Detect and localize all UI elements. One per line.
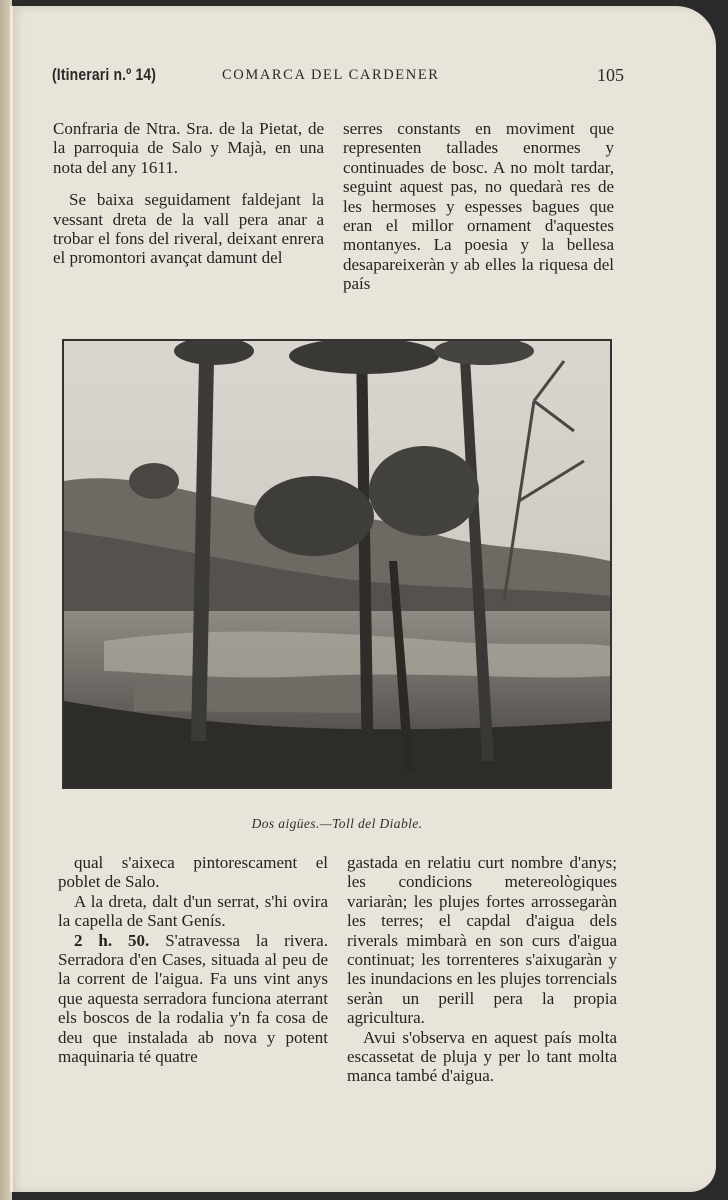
text-column-bottom-right (347, 853, 617, 1086)
distant-tree (129, 463, 179, 499)
paragraph: Se baixa seguidament faldejant la vessant dreta de la vall pera anar a trobar el fons del riveral, deixant enrera el promontori avançat damunt del (53, 190, 324, 268)
photo-caption: Dos aigües.—Toll del Diable. (251, 816, 423, 831)
page-number: 105 (597, 65, 624, 85)
text-column-bottom-left (58, 853, 328, 1066)
paragraph: Avui s'observa en aquest país molta escassetat de pluja y per lo tant molta manca també d'aigua. (347, 1027, 617, 1086)
paragraph: serres constants en moviment que representen tallades enormes y continuades de bosc. A no molt tardar, seguint aquest pas, no quedarà res de les hermoses y espesses bagues que eran el millor ornament d'aquestes montanyes. La poesia y la bellesa desapareixeràn y ab elles la riquesa del país (343, 119, 614, 294)
page-gutter (10, 6, 13, 1192)
landscape-photograph (62, 339, 612, 789)
time-marker: 2 h. 50. (74, 930, 150, 950)
paragraph: qual s'aixeca pintorescament el poblet de Salo. (58, 853, 328, 892)
distant-tree (369, 446, 479, 536)
chapter-title: COMARCA DEL CARDENER (222, 67, 440, 83)
photo-illustration (64, 341, 610, 787)
stone-weir (134, 681, 364, 713)
paragraph-text: S'atravessa la rivera. Serradora d'en Cases, situada al peu de la corrent de l'aigua. Fa uns vint anys que aquesta serradora funciona aterrant els boscos de la rodalia y'n fa cosa de deu que instalada ab nova y potent maquinaria té quatre (58, 930, 328, 1067)
running-header (52, 63, 632, 91)
text-column-top-right (343, 119, 614, 294)
paragraph (58, 931, 328, 1067)
text-column-top-left (53, 119, 324, 268)
itinerary-label: (Itinerari n.º 14) (52, 65, 157, 84)
paragraph: Confraria de Ntra. Sra. de la Pietat, de la parroquia de Salo y Majà, en una nota del any 1611. (53, 119, 324, 177)
paragraph: gastada en relatiu curt nombre d'anys; les condicions metereològiques variaràn; les plujes fortes arrossegaràn les terres; el capdal d'aigua dels riverals mimbarà en son curs d'aigua continuat; les torrenteres s'aixugaràn y les inundacions en les plujes torrencials seràn un perill pera la propia agricultura. (347, 853, 617, 1028)
distant-tree (254, 476, 374, 556)
paragraph: A la dreta, dalt d'un serrat, s'hi ovira la capella de Sant Genís. (58, 891, 328, 931)
